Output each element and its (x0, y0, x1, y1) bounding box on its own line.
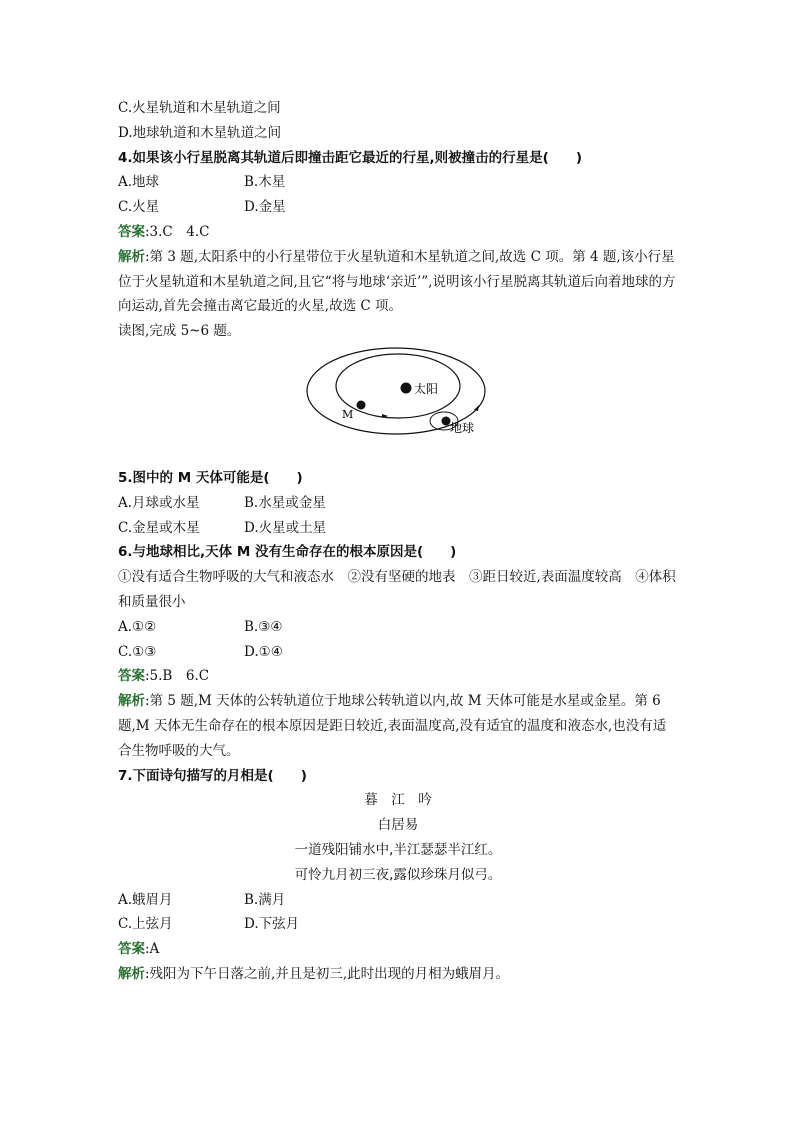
orbit-diagram (118, 346, 678, 462)
explanation-label: 解析 (118, 693, 145, 710)
q7-option-a: A.蛾眉月 (118, 891, 173, 908)
answer-7 (118, 937, 678, 962)
explanation-7 (118, 962, 678, 987)
q4-option-d: D.金星 (244, 199, 286, 216)
poem-author: 白居易 (377, 817, 419, 834)
explanation-text: :残阳为下午日落之前,并且是初三,此时出现的月相为蛾眉月。 (145, 965, 510, 982)
poem-line-1: 一道残阳铺水中,半江瑟瑟半江红。 (294, 841, 502, 858)
q4-option-a: A.地球 (118, 174, 160, 191)
m-label: M (342, 407, 354, 421)
q5-options-row2 (118, 516, 678, 541)
q7-options-row2 (118, 912, 678, 937)
q3-option-c: C.火星轨道和木星轨道之间 (118, 100, 281, 116)
inner-orbit (336, 354, 460, 418)
sun-dot (401, 382, 412, 393)
orbit-diagram-svg (306, 346, 490, 460)
q5-option-c: C.金星或木星 (118, 519, 200, 536)
q5-option-d: D.火星或土星 (244, 519, 327, 536)
q7-option-b: B.满月 (244, 891, 286, 908)
q4-options-row1 (118, 170, 678, 195)
answer-56 (118, 664, 678, 689)
m-dot (357, 400, 366, 409)
q6-option-c: C.①③ (118, 643, 157, 660)
q6-option-b: B.③④ (244, 618, 283, 635)
earth-label: 地球 (450, 420, 475, 435)
q6-options-row1 (118, 615, 678, 640)
q5-stem: 5.图中的 M 天体可能是( ) (118, 469, 303, 486)
q4-options-row2 (118, 195, 678, 220)
q7-options-row1 (118, 888, 678, 913)
answer-label: 答案 (118, 223, 145, 240)
explanation-label: 解析 (118, 965, 145, 982)
q7-option-d: D.下弦月 (244, 916, 300, 933)
document-page (118, 96, 678, 987)
q5-options-row1 (118, 491, 678, 516)
poem-title: 暮 江 吟 (364, 792, 432, 809)
q6-options-row2 (118, 640, 678, 665)
explanation-text: :第 5 题,M 天体的公转轨道位于地球公转轨道以内,故 M 天体可能是水星或金星。第 6 题,M 天体无生命存在的根本原因是距日较近,表面温度高,没有适宜的温度和液态水,也没有适合生物呼吸的大气。 (118, 693, 667, 759)
q6-option-a: A.①② (118, 618, 157, 635)
q5-option-b: B.水星或金星 (244, 494, 326, 511)
explanation-text: :第 3 题,太阳系中的小行星带位于火星轨道和木星轨道之间,故选 C 项。第 4 题,该小行星位于火星轨道和木星轨道之间,且它“将与地球‘亲近’”,说明该小行星脱离其轨道后向着地球的方向运动,首先会撞击离它最近的火星,故选 C 项。 (118, 248, 676, 315)
explanation-34 (118, 245, 678, 319)
answer-label: 答案 (118, 668, 145, 685)
q4-option-c: C.火星 (118, 199, 160, 216)
intro-56: 读图,完成 5~6 题。 (118, 323, 241, 340)
q6-stem: 6.与地球相比,天体 M 没有生命存在的根本原因是( ) (118, 544, 457, 561)
sun-label: 太阳 (414, 381, 439, 396)
earth-direction-arrow (474, 405, 479, 411)
q3-option-d: D.地球轨道和木星轨道之间 (118, 124, 282, 141)
q7-option-c: C.上弦月 (118, 916, 173, 933)
answer-value: :5.B 6.C (145, 668, 210, 685)
q6-items: ①没有适合生物呼吸的大气和液态水 ②没有坚硬的地表 ③距日较近,表面温度较高 ④体积和质量很小 (118, 569, 676, 610)
q5-option-a: A.月球或水星 (118, 494, 200, 511)
answer-label: 答案 (118, 941, 145, 958)
answer-value: :3.C 4.C (145, 223, 210, 240)
q4-stem: 4.如果该小行星脱离其轨道后即撞击距它最近的行星,则被撞击的行星是( ) (118, 149, 582, 166)
q7-stem: 7.下面诗句描写的月相是( ) (118, 767, 307, 784)
explanation-56 (118, 689, 678, 763)
answer-value: :A (145, 941, 160, 958)
q6-option-d: D.①④ (244, 643, 283, 660)
poem-line-2: 可怜九月初三夜,露似珍珠月似弓。 (294, 866, 502, 883)
q4-option-b: B.木星 (244, 174, 286, 191)
explanation-label: 解析 (118, 248, 145, 265)
answer-34 (118, 220, 678, 245)
